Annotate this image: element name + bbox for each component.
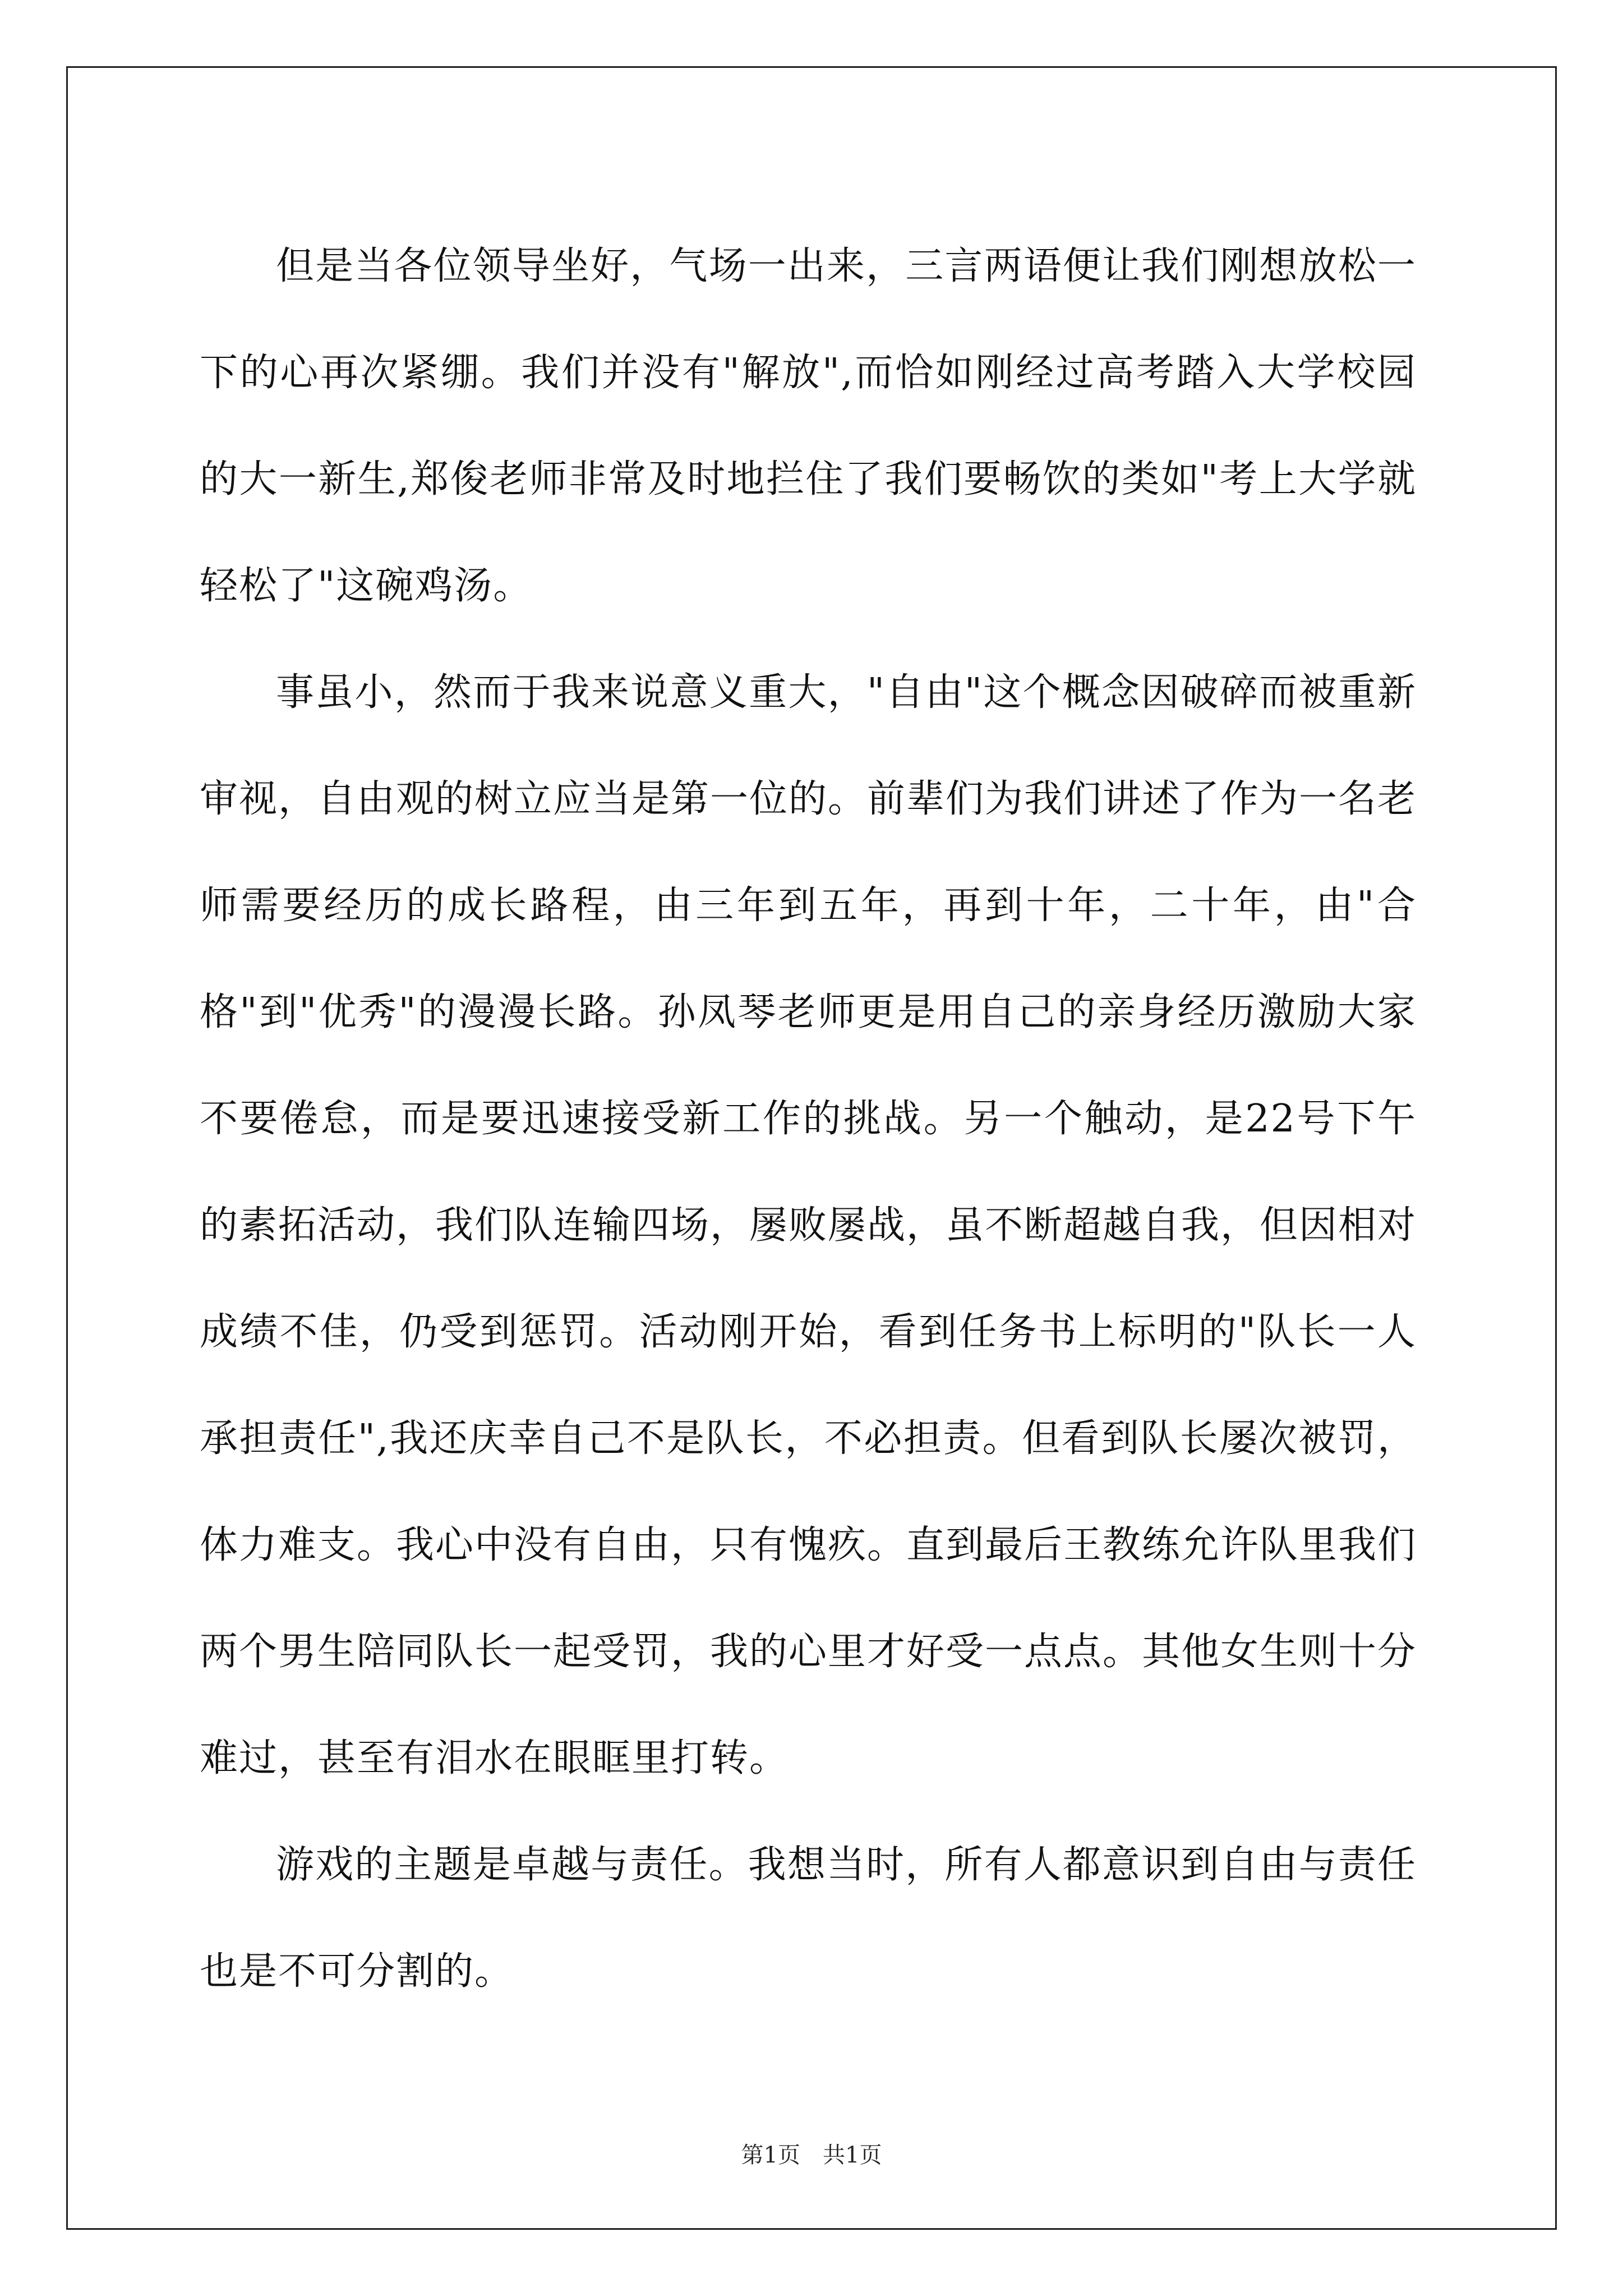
page-number: 第1页 (741, 2142, 800, 2168)
paragraph-2: 事虽小，然而于我来说意义重大，"自由"这个概念因破碎而被重新审视，自由观的树立应当是第一位的。前辈们为我们讲述了作为一名老师需要经历的成长路程，由三年到五年，再到十年，二十年，由"合格"到"优秀"的漫漫长路。孙凤琴老师更是用自己的亲身经历激励大家不要倦怠，而是要迅速接受新工作的挑战。另一个触动，是22号下午的素拓活动，我们队连输四场，屡败屡战，虽不断超越自我，但因相对成绩不佳，仍受到惩罚。活动刚开始，看到任务书上标明的"队长一人承担责任",我还庆幸自己不是队长，不必担责。但看到队长屡次被罚，体力难支。我心中没有自由，只有愧疚。直到最后王教练允许队里我们两个男生陪同队长一起受罚，我的心里才好受一点点。其他女生则十分难过，甚至有泪水在眼眶里打转。 (200, 670, 1417, 1780)
paragraph-1: 但是当各位领导坐好，气场一出来，三言两语便让我们刚想放松一下的心再次紧绷。我们并没有"解放",而恰如刚经过高考踏入大学校园的大一新生,郑俊老师非常及时地拦住了我们要畅饮的类如"考上大学就轻松了"这碗鸡汤。 (200, 244, 1417, 608)
page-footer (0, 2138, 1623, 2172)
page-count: 共1页 (823, 2142, 882, 2168)
paragraph-3: 游戏的主题是卓越与责任。我想当时，所有人都意识到自由与责任也是不可分割的。 (200, 1843, 1417, 1994)
document-body (200, 213, 1417, 2025)
